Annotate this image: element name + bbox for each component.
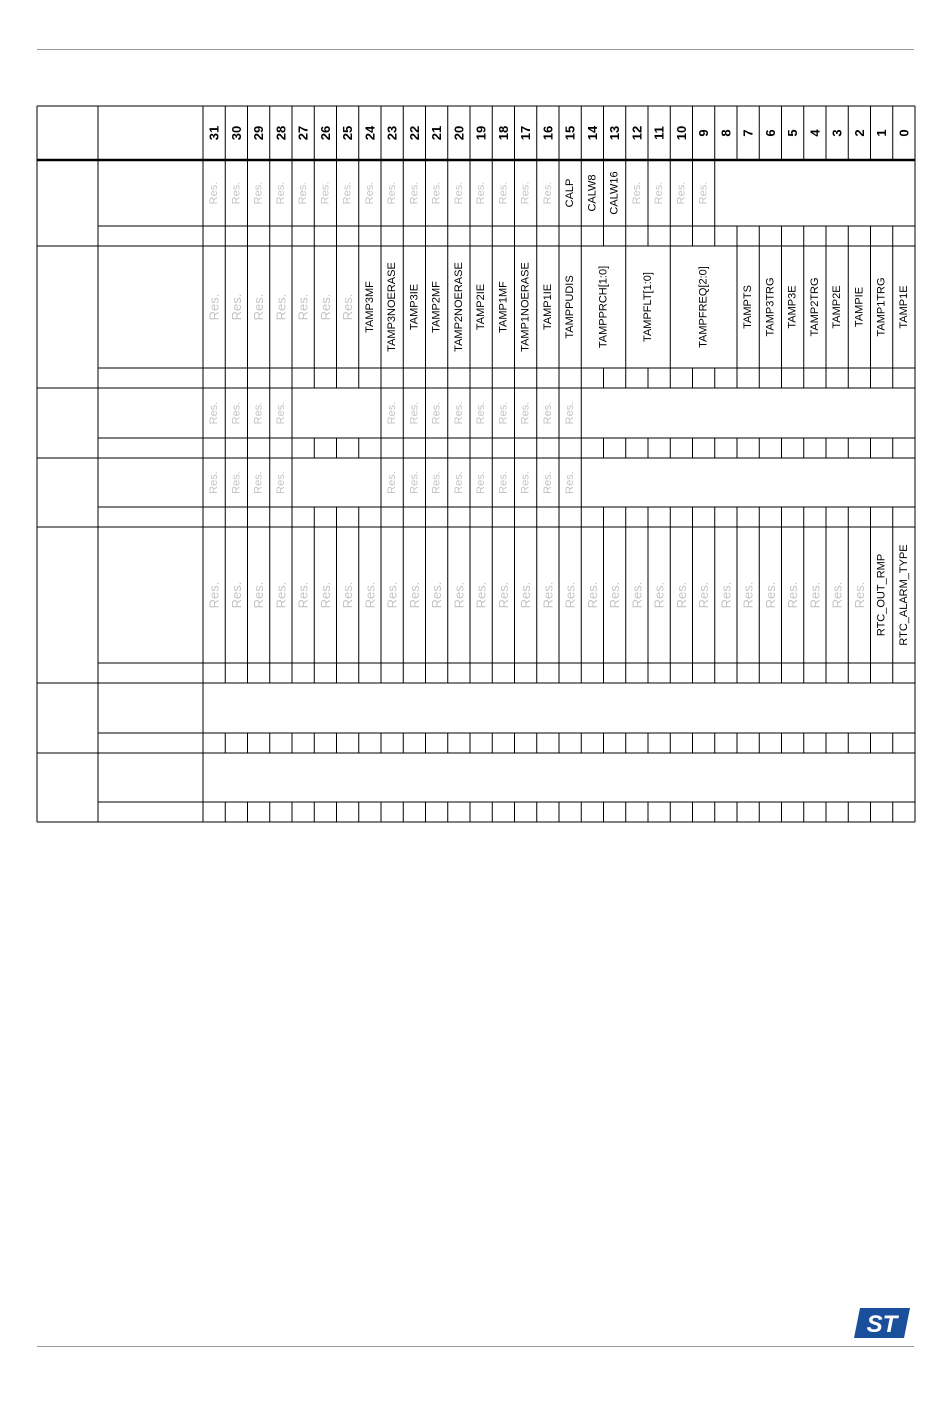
- reserved-bit-label: Res.: [206, 293, 222, 321]
- reserved-bit-label: Res.: [319, 181, 332, 205]
- bit-number-13: 13: [607, 125, 623, 141]
- reserved-bit-label: Res.: [540, 581, 556, 609]
- reserved-bit-label: Res.: [673, 581, 689, 609]
- field-label-tampie: TAMPIE: [853, 286, 866, 328]
- reserved-bit-label: Res.: [228, 293, 244, 321]
- reserved-bit-label: Res.: [251, 293, 267, 321]
- reserved-bit-label: Res.: [851, 581, 867, 609]
- reserved-bit-label: Res.: [519, 401, 532, 425]
- reserved-bit-label: Res.: [295, 581, 311, 609]
- logo-text: ST: [866, 1311, 898, 1338]
- reserved-bit-label: Res.: [452, 401, 465, 425]
- st-logo: [852, 1306, 910, 1340]
- reserved-bit-label: Res.: [295, 293, 311, 321]
- bit-number-4: 4: [807, 129, 823, 137]
- bit-number-15: 15: [562, 125, 578, 141]
- bit-number-14: 14: [584, 125, 600, 141]
- bit-number-5: 5: [785, 129, 801, 137]
- reserved-bit-label: Res.: [430, 401, 443, 425]
- reserved-bit-label: Res.: [630, 181, 643, 205]
- bit-number-18: 18: [495, 125, 511, 141]
- reserved-bit-label: Res.: [230, 401, 243, 425]
- reserved-bit-label: Res.: [762, 581, 778, 609]
- bit-number-22: 22: [406, 125, 422, 141]
- reserved-bit-label: Res.: [252, 471, 265, 494]
- bit-number-9: 9: [696, 129, 712, 137]
- reserved-bit-label: Res.: [584, 581, 600, 609]
- reserved-bit-label: Res.: [208, 471, 221, 494]
- bit-number-30: 30: [228, 125, 244, 141]
- reserved-bit-label: Res.: [408, 181, 421, 205]
- bit-number-11: 11: [651, 126, 667, 140]
- reserved-bit-label: Res.: [562, 581, 578, 609]
- bit-number-16: 16: [540, 125, 556, 141]
- field-label-rtc-out-rmp: RTC_OUT_RMP: [875, 553, 888, 637]
- reserved-bit-label: Res.: [696, 581, 712, 609]
- reserved-bit-label: Res.: [408, 401, 421, 425]
- reserved-bit-label: Res.: [452, 181, 465, 205]
- field-label-tamp1noerase: TAMP1NOERASE: [519, 262, 532, 352]
- bit-number-0: 0: [896, 129, 912, 137]
- reserved-bit-label: Res.: [362, 581, 378, 609]
- field-label-tamp1e: TAMP1E: [897, 285, 910, 329]
- bit-number-29: 29: [251, 125, 267, 141]
- field-label-tamp3trg: TAMP3TRG: [764, 277, 777, 337]
- reserved-bit-label: Res.: [386, 471, 399, 494]
- reserved-bit-label: Res.: [363, 181, 376, 205]
- reserved-bit-label: Res.: [429, 581, 445, 609]
- field-label-tamp1ie: TAMP1IE: [541, 283, 554, 331]
- reserved-bit-label: Res.: [564, 401, 577, 425]
- reserved-bit-label: Res.: [297, 181, 310, 205]
- field-label-tamp3mf: TAMP3MF: [363, 281, 376, 333]
- reserved-bit-label: Res.: [252, 401, 265, 425]
- reserved-bit-label: Res.: [829, 581, 845, 609]
- reserved-bit-label: Res.: [341, 181, 354, 205]
- reserved-bit-label: Res.: [607, 581, 623, 609]
- reserved-bit-label: Res.: [384, 581, 400, 609]
- bit-number-12: 12: [629, 125, 645, 141]
- bit-number-31: 31: [206, 125, 222, 141]
- reserved-bit-label: Res.: [653, 181, 666, 205]
- reserved-bit-label: Res.: [317, 293, 333, 321]
- field-label-tampprch-1-0-: TAMPPRCH[1:0]: [597, 265, 610, 349]
- reserved-bit-label: Res.: [541, 401, 554, 425]
- reserved-bit-label: Res.: [274, 401, 287, 425]
- reserved-bit-label: Res.: [452, 471, 465, 494]
- reserved-bit-label: Res.: [519, 471, 532, 494]
- reserved-bit-label: Res.: [497, 401, 510, 425]
- reserved-bit-label: Res.: [495, 581, 511, 609]
- field-label-tamp2ie: TAMP2IE: [475, 283, 488, 331]
- reserved-bit-label: Res.: [718, 581, 734, 609]
- reserved-bit-label: Res.: [430, 471, 443, 494]
- reserved-bit-label: Res.: [430, 181, 443, 205]
- reserved-bit-label: Res.: [541, 471, 554, 494]
- bit-number-27: 27: [295, 125, 311, 141]
- reserved-bit-label: Res.: [519, 181, 532, 205]
- reserved-bit-label: Res.: [408, 471, 421, 494]
- reserved-bit-label: Res.: [629, 581, 645, 609]
- field-label-tamp1trg: TAMP1TRG: [875, 277, 888, 337]
- field-label-tamp2noerase: TAMP2NOERASE: [452, 262, 465, 352]
- reserved-bit-label: Res.: [697, 181, 710, 205]
- reserved-bit-label: Res.: [274, 181, 287, 205]
- field-label-tamp2mf: TAMP2MF: [430, 281, 443, 333]
- reserved-bit-label: Res.: [451, 581, 467, 609]
- field-label-calw8: CALW8: [586, 174, 599, 212]
- bit-number-10: 10: [673, 125, 689, 141]
- reserved-bit-label: Res.: [497, 181, 510, 205]
- reserved-bit-label: Res.: [274, 471, 287, 494]
- reserved-bit-label: Res.: [251, 581, 267, 609]
- reserved-bit-label: Res.: [230, 181, 243, 205]
- reserved-bit-label: Res.: [785, 581, 801, 609]
- bit-number-25: 25: [340, 125, 356, 141]
- reserved-bit-label: Res.: [386, 181, 399, 205]
- bit-number-2: 2: [851, 129, 867, 137]
- reserved-bit-label: Res.: [651, 581, 667, 609]
- reserved-bit-label: Res.: [206, 581, 222, 609]
- reserved-bit-label: Res.: [518, 581, 534, 609]
- reserved-bit-label: Res.: [273, 293, 289, 321]
- reserved-bit-label: Res.: [564, 471, 577, 494]
- reserved-bit-label: Res.: [675, 181, 688, 205]
- field-label-tampfreq-2-0-: TAMPFREQ[2:0]: [697, 266, 710, 348]
- field-label-tampts: TAMPTS: [742, 285, 755, 329]
- reserved-bit-label: Res.: [208, 181, 221, 205]
- field-label-calp: CALP: [564, 178, 577, 208]
- header-rule: [37, 49, 914, 50]
- bit-number-6: 6: [762, 129, 778, 137]
- bit-number-17: 17: [518, 125, 534, 141]
- reserved-bit-label: Res.: [340, 581, 356, 609]
- reserved-bit-label: Res.: [740, 581, 756, 609]
- reserved-bit-label: Res.: [497, 471, 510, 494]
- bit-number-3: 3: [829, 129, 845, 137]
- reserved-bit-label: Res.: [406, 581, 422, 609]
- bit-number-24: 24: [362, 125, 378, 141]
- reserved-bit-label: Res.: [230, 471, 243, 494]
- field-label-tamp3noerase: TAMP3NOERASE: [386, 262, 399, 352]
- bit-number-8: 8: [718, 129, 734, 137]
- field-label-calw16: CALW16: [608, 171, 621, 215]
- footer-rule: [37, 1346, 914, 1347]
- bit-number-20: 20: [451, 125, 467, 141]
- field-label-tamp3e: TAMP3E: [786, 285, 799, 329]
- field-label-tamppudis: TAMPPUDIS: [564, 275, 577, 339]
- reserved-bit-label: Res.: [807, 581, 823, 609]
- bit-number-19: 19: [473, 125, 489, 141]
- field-label-tamp2e: TAMP2E: [831, 285, 844, 329]
- field-label-tamp1mf: TAMP1MF: [497, 281, 510, 333]
- reserved-bit-label: Res.: [475, 401, 488, 425]
- reserved-bit-label: Res.: [475, 181, 488, 205]
- bit-number-21: 21: [429, 125, 445, 141]
- bit-number-26: 26: [317, 125, 333, 141]
- reserved-bit-label: Res.: [228, 581, 244, 609]
- field-label-tamp3ie: TAMP3IE: [408, 283, 421, 331]
- reserved-bit-label: Res.: [475, 471, 488, 494]
- field-label-rtc-alarm-type: RTC_ALARM_TYPE: [897, 544, 910, 646]
- reserved-bit-label: Res.: [340, 293, 356, 321]
- bit-number-23: 23: [384, 125, 400, 141]
- reserved-bit-label: Res.: [273, 581, 289, 609]
- reserved-bit-label: Res.: [473, 581, 489, 609]
- reserved-bit-label: Res.: [386, 401, 399, 425]
- bit-number-28: 28: [273, 125, 289, 141]
- bit-number-1: 1: [874, 129, 890, 137]
- bit-number-7: 7: [740, 129, 756, 137]
- reserved-bit-label: Res.: [541, 181, 554, 205]
- reserved-bit-label: Res.: [317, 581, 333, 609]
- reserved-bit-label: Res.: [252, 181, 265, 205]
- field-label-tampflt-1-0-: TAMPFLT[1:0]: [642, 272, 654, 342]
- field-label-tamp2trg: TAMP2TRG: [808, 277, 821, 337]
- reserved-bit-label: Res.: [208, 401, 221, 425]
